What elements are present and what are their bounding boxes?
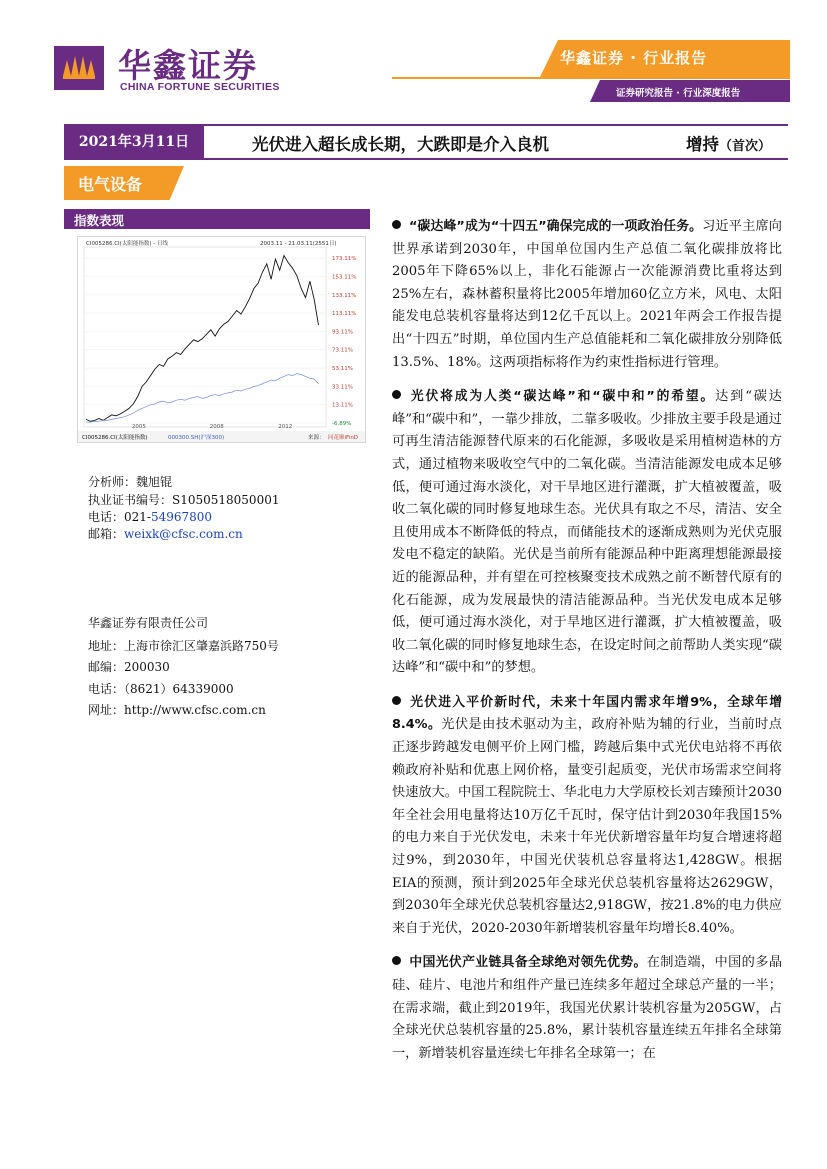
analyst-cert: 执业证书编号：S1050518050001 xyxy=(88,493,280,507)
paragraph-lead: 光伏将成为人类“碳达峰”和“碳中和”的希望。 xyxy=(409,389,716,405)
rating-value: 增持 xyxy=(686,135,719,154)
chart-legend-solar: CI005286.CI(太阳能指数) xyxy=(82,435,148,441)
bullet-icon xyxy=(392,696,401,705)
sector-label: 电气设备 xyxy=(78,175,143,194)
paragraph-text: 在制造端，中国的多晶硅、硅片、电池片和组件产量已连续多年超过全球总产量的一半；在需求端，截止到2019年，我国光伏累计装机容量为205GW，占全球光伏总装机容量的25.8%，累计装机容量连续五年排名全球第一，新增装机容量连续七年排名全球第一；在 xyxy=(392,955,783,1061)
paragraph-lead: 光伏进入平价新时代，未来十年国内需求年增9%，全球年增8.4%。 xyxy=(392,694,782,733)
chart-header-left: CI005286.CI(太阳能指数) - 日线 xyxy=(86,241,168,247)
company-address: 地址：上海市徐汇区肇嘉浜路750号 xyxy=(88,639,279,653)
x-tick-label: 2008 xyxy=(209,424,224,430)
analyst-email xyxy=(88,526,243,543)
company-logo-english: CHINA FORTUNE SECURITIES xyxy=(120,81,280,93)
bullet-icon xyxy=(392,220,401,229)
y-tick-label: 153.11% xyxy=(332,274,357,281)
y-tick-label: 93.11% xyxy=(332,329,353,336)
report-summary xyxy=(392,216,782,1077)
bullet-icon xyxy=(392,956,401,965)
report-date: 2021年3月11日 xyxy=(64,126,204,158)
chart-source-brand: 同花顺iFinD xyxy=(328,435,359,441)
chart-header-right: 2003.11 - 21.03.11(2551日) xyxy=(260,241,337,247)
report-subtype-label: 证券研究报告 · 行业深度报告 xyxy=(616,88,741,99)
y-tick-label: 13.11% xyxy=(332,402,353,409)
y-tick-label: 173.11% xyxy=(332,256,357,263)
chart-legend-hs300: 000300.SH(沪深300) xyxy=(168,435,225,441)
y-tick-label: 33.11% xyxy=(332,384,353,391)
bullet-icon xyxy=(392,390,401,399)
paragraph-lead: “碳达峰”成为“十四五”确保完成的一项政治任务。 xyxy=(409,219,703,234)
rating-note: （首次） xyxy=(719,139,772,154)
y-tick-label: -6.89% xyxy=(332,421,352,427)
chart-source-label: 来源： xyxy=(308,435,325,441)
paragraph-lead: 中国光伏产业链具备全球绝对领先优势。 xyxy=(409,955,647,971)
summary-paragraph xyxy=(392,952,782,1065)
company-website: 网址：http://www.cfsc.com.cn xyxy=(88,703,266,717)
company-postcode: 邮编：200030 xyxy=(88,660,170,674)
x-tick-label: 2005 xyxy=(131,424,146,430)
y-tick-label: 73.11% xyxy=(332,347,353,354)
analyst-phone-label: 电话：021- xyxy=(88,510,151,524)
y-tick-label: 133.11% xyxy=(332,292,357,299)
company-phone: 电话：（8621）64339000 xyxy=(88,682,234,696)
paragraph-text: 光伏是由技术驱动为主，政府补贴为辅的行业，当前时点正逐步跨越发电侧平价上网门槛，跨越后集中式光伏电站将不再依赖政府补贴和优惠上网价格，量变引起质变，光伏市场需求空间将快速放大。中国工程院院士、华北电力大学原校长刘吉臻预计2030年全社会用电量将达10万亿千瓦时，保守估计到2030年我国15%的电力来自于光伏发电，未来十年光伏新增容量年均复合增速将超过9%，到2030年，中国光伏装机总容量将达1,428GW。根据EIA的预测，预计到2025年全球光伏总装机容量将达2629GW，到2030年全球光伏总装机容量达2,918GW，按21.8%的电力供应来自于光伏，2020-2030年新增装机容量年均增长8.40%。 xyxy=(392,717,782,936)
company-logo-mark xyxy=(54,46,104,90)
report-type-label: 华鑫证券 · 行业报告 xyxy=(560,49,708,67)
summary-paragraph xyxy=(392,216,782,374)
summary-paragraph xyxy=(392,692,782,941)
analyst-phone xyxy=(88,509,212,526)
report-title: 光伏进入超长成长期，大跌即是介入良机 xyxy=(252,135,549,154)
plot-area xyxy=(84,247,326,427)
index-performance-chart xyxy=(77,236,366,443)
analyst-name: 分析师：魏旭锟 xyxy=(88,475,173,489)
header-divider xyxy=(392,77,790,79)
index-performance-label: 指数表现 xyxy=(74,213,125,228)
y-tick-label: 113.11% xyxy=(332,311,357,318)
analyst-phone-link[interactable]: 54967800 xyxy=(150,510,213,524)
analyst-email-label: 邮箱： xyxy=(88,527,125,541)
chart-svg xyxy=(78,237,365,442)
analyst-email-link[interactable]: weixk@cfsc.com.cn xyxy=(124,527,243,541)
y-tick-label: 53.11% xyxy=(332,366,353,373)
summary-paragraph xyxy=(392,386,782,680)
company-name: 华鑫证券有限责任公司 xyxy=(88,616,209,630)
paragraph-text: 习近平主席向世界承诺到2030年，中国单位国内生产总值二氧化碳排放将比2005年下降65%以上，非化石能源占一次能源消费比重将达到25%左右，森林蓄积量将比2005年增加60亿立方米，风电、太阳能发电总装机容量将达到12亿千瓦以上。2021年两会工作报告提出“十四五”时期，单位国内生产总值能耗和二氧化碳排放分别降低13.5%、18%。这两项指标将作为约束性指标进行管理。 xyxy=(392,219,782,370)
company-logo-text: 华鑫证券 xyxy=(118,46,258,85)
rating xyxy=(686,131,771,155)
x-tick-label: 2012 xyxy=(278,424,293,430)
paragraph-text: 达到“碳达峰”和“碳中和”，一靠少排放，二靠多吸收。少排放主要手段是通过可再生清洁能源替代原来的石化能源，多吸收是采用植树造林的方式，通过植物来吸收空气中的二氧化碳。当清洁能源发电成本足够低，便可通过海水淡化，对干旱地区进行灌溉，扩大植被覆盖，吸收二氧化碳的同时修复地球生态。光伏具有取之不尽，清洁、安全且使用成本不断降低的特点，而储能技术的逐渐成熟则为光伏克服发电不稳定的缺陷。光伏是当前所有能源品种中距离理想能源最接近的能源品种，并有望在可控核聚变技术成熟之前不断替代原有的化石能源，成为发展最快的清洁能源品种。当光伏发电成本足够低，便可通过海水淡化，对于旱地区进行灌溉，扩大植被覆盖，吸收二氧化碳的同时修复地球生态，在设定时间之前帮助人类实现“碳达峰”和“碳中和”的梦想。 xyxy=(392,389,782,676)
